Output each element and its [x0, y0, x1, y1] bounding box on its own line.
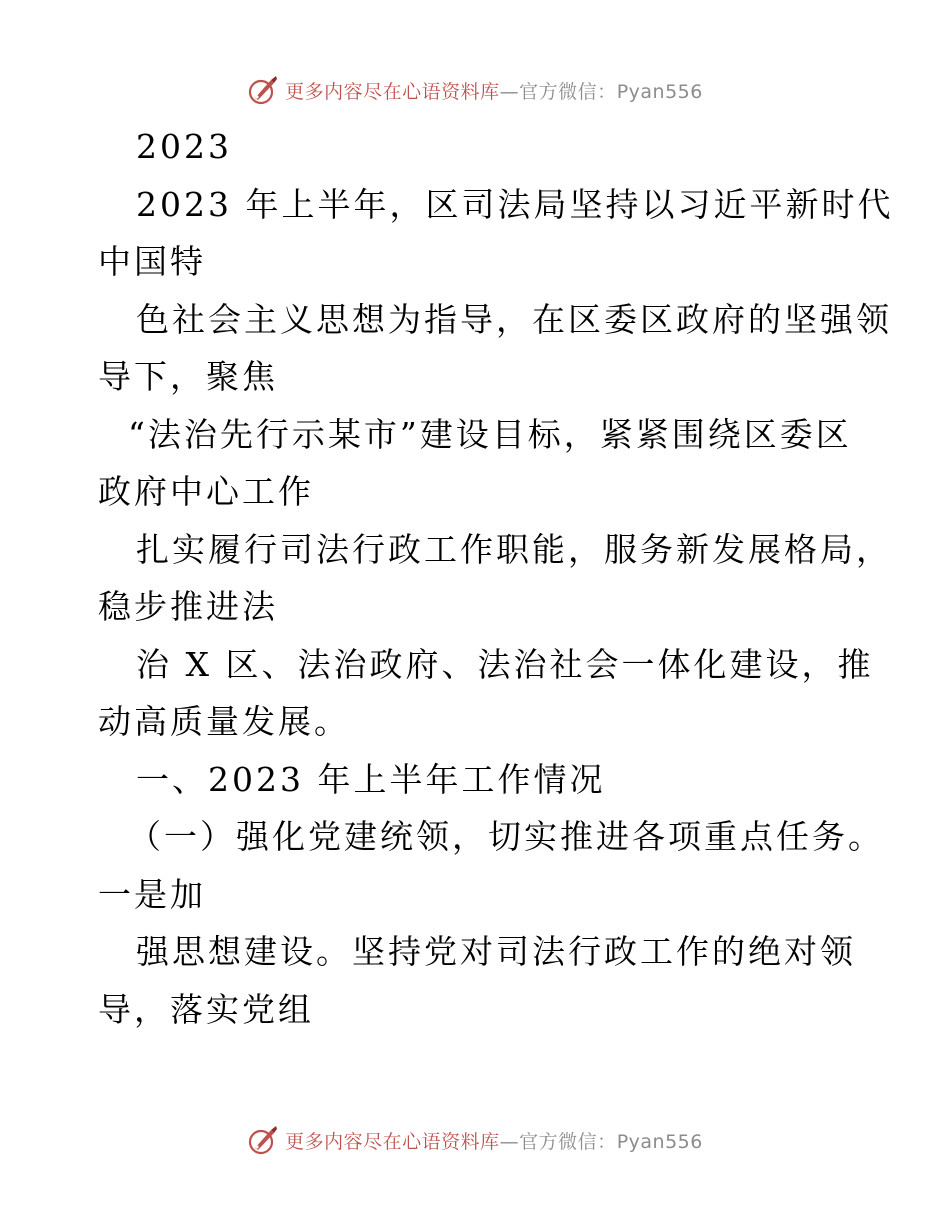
text-line: 动高质量发展。 — [98, 702, 350, 741]
section-heading: 一、2023 年上半年工作情况 — [136, 759, 606, 799]
text-line: 强思想建设。坚持党对司法行政工作的绝对领 — [136, 932, 856, 971]
header-banner — [0, 70, 950, 110]
quill-pen-logo-icon — [247, 74, 279, 106]
text-line: 一是加 — [98, 874, 206, 914]
text-line: 稳步推进法 — [98, 587, 278, 626]
text-line: 2023 年上半年，区司法局坚持以习近平新时代 — [136, 184, 894, 224]
document-body — [98, 118, 894, 1038]
banner-text: 更多内容尽在心语资料库—官方微信：Pyan556 — [285, 80, 703, 103]
text-line: 中国特 — [98, 242, 206, 281]
text-line: 扎实履行司法行政工作职能，服务新发展格局， — [136, 529, 892, 569]
text-line: “法治先行示某市”建设目标，紧紧围绕区委区 — [128, 414, 852, 454]
footer-banner — [0, 1120, 950, 1160]
quill-pen-logo-icon — [247, 1124, 279, 1156]
text-line: 政府中心工作 — [98, 472, 314, 511]
text-line: 2023 — [136, 127, 232, 166]
text-line: 色社会主义思想为指导，在区委区政府的坚强领 — [136, 299, 892, 339]
text-line: 导，落实党组 — [98, 989, 314, 1029]
banner-text: 更多内容尽在心语资料库—官方微信：Pyan556 — [285, 1130, 703, 1153]
text-line: 导下，聚焦 — [98, 357, 278, 396]
text-line: （一）强化党建统领，切实推进各项重点任务。 — [128, 817, 884, 856]
text-line: 治 X 区、法治政府、法治社会一体化建设，推 — [136, 644, 874, 684]
